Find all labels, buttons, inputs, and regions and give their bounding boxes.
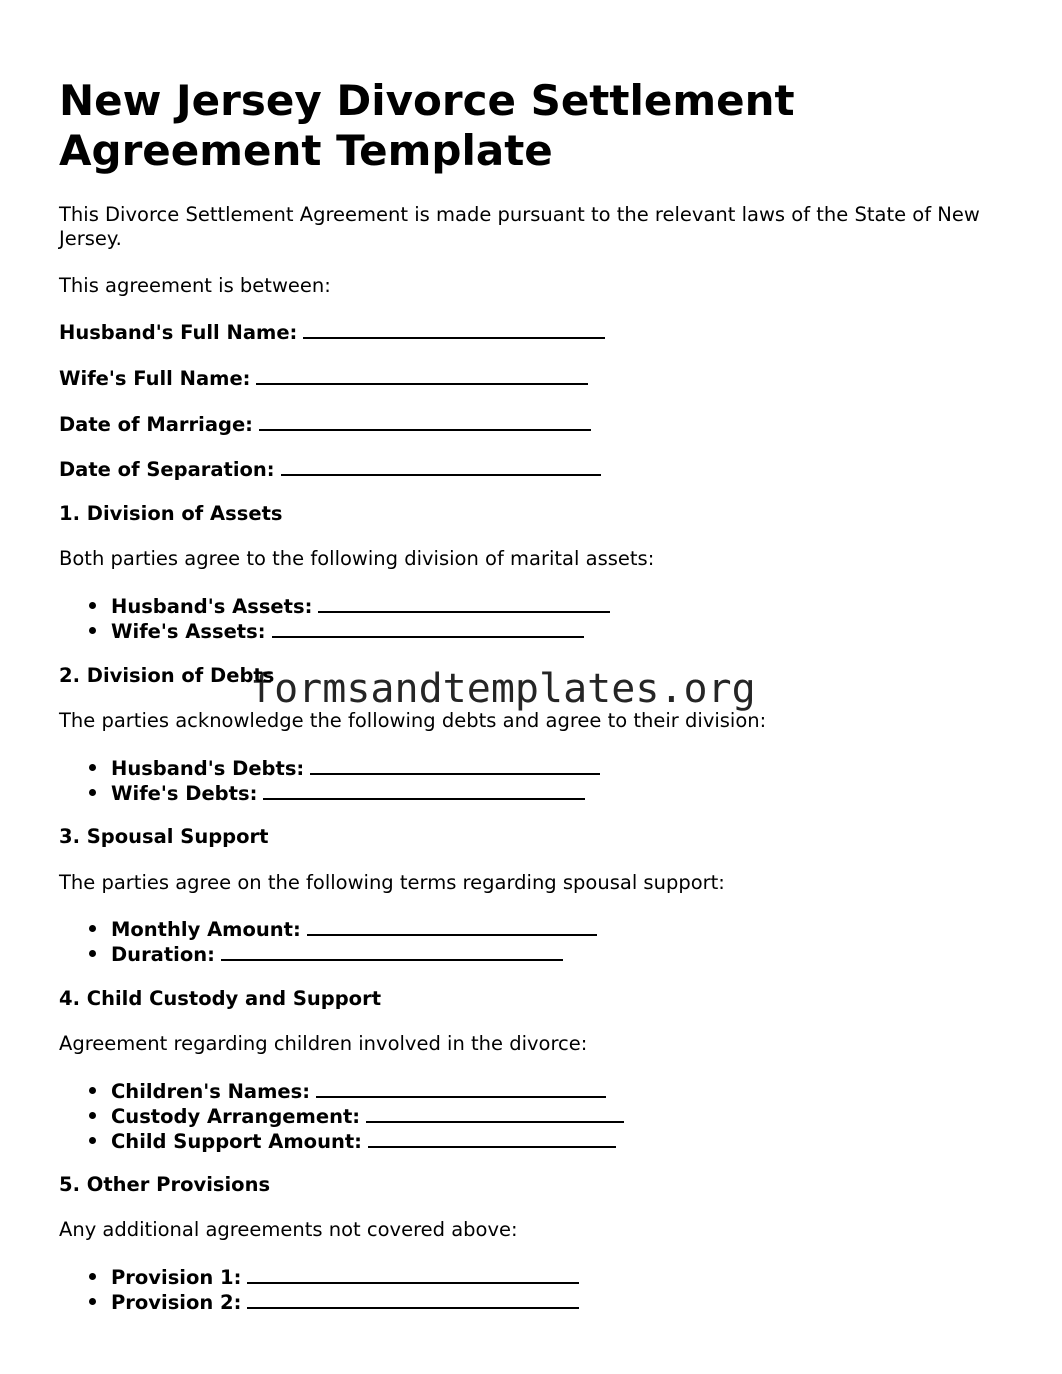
list-item <box>111 1264 579 1290</box>
list-item <box>111 1289 579 1315</box>
husband-debts-label: Husband's Debts: <box>111 757 305 780</box>
list-item <box>111 941 563 967</box>
section-text-other: Any additional agreements not covered above: <box>59 1218 518 1241</box>
custody-arrangement-label: Custody Arrangement: <box>111 1105 361 1128</box>
date-of-marriage-field <box>59 411 1009 437</box>
wife-assets-label: Wife's Assets: <box>111 620 266 643</box>
section-text-support: The parties agree on the following terms regarding spousal support: <box>59 871 725 894</box>
provision-2-label: Provision 2: <box>111 1291 242 1314</box>
childrens-names-blank <box>316 1078 606 1098</box>
wife-debts-label: Wife's Debts: <box>111 782 258 805</box>
list-item <box>111 755 600 781</box>
provision-1-label: Provision 1: <box>111 1266 242 1289</box>
husband-name-label: Husband's Full Name: <box>59 321 298 344</box>
wife-name-blank <box>256 365 588 385</box>
section-heading-other: 5. Other Provisions <box>59 1173 271 1196</box>
document-title: New Jersey Divorce Settlement Agreement Template <box>59 76 795 175</box>
husband-name-blank <box>303 319 605 339</box>
section-heading-custody: 4. Child Custody and Support <box>59 987 382 1010</box>
between-paragraph: This agreement is between: <box>59 274 331 297</box>
section-heading-support: 3. Spousal Support <box>59 825 269 848</box>
list-item <box>111 916 597 942</box>
intro-paragraph: This Divorce Settlement Agreement is made pursuant to the relevant laws of the State of New Jersey. <box>59 203 980 250</box>
wife-name-label: Wife's Full Name: <box>59 367 251 390</box>
childrens-names-label: Children's Names: <box>111 1080 311 1103</box>
date-of-separation-blank <box>281 456 601 476</box>
wife-name-field <box>59 365 1009 391</box>
list-item <box>111 1078 606 1104</box>
provision-2-blank <box>247 1289 579 1309</box>
list-item <box>111 780 585 806</box>
list-item <box>111 1103 624 1129</box>
wife-debts-blank <box>263 780 585 800</box>
date-of-separation-label: Date of Separation: <box>59 458 275 481</box>
list-item <box>111 1128 616 1154</box>
wife-assets-blank <box>272 618 584 638</box>
child-support-amount-blank <box>368 1128 616 1148</box>
date-of-marriage-blank <box>259 411 591 431</box>
husband-debts-blank <box>310 755 600 775</box>
list-item <box>111 618 584 644</box>
date-of-separation-field <box>59 456 1009 482</box>
watermark: formsandtemplates.org <box>250 666 756 712</box>
monthly-amount-label: Monthly Amount: <box>111 918 301 941</box>
section-text-assets: Both parties agree to the following division of marital assets: <box>59 547 655 570</box>
child-support-amount-label: Child Support Amount: <box>111 1130 362 1153</box>
section-text-custody: Agreement regarding children involved in the divorce: <box>59 1032 588 1055</box>
husband-assets-blank <box>318 593 610 613</box>
section-text-debts: The parties acknowledge the following debts and agree to their division: <box>59 709 767 732</box>
husband-name-field <box>59 319 1009 345</box>
provision-1-blank <box>247 1264 579 1284</box>
custody-arrangement-blank <box>366 1103 624 1123</box>
section-heading-debts: 2. Division of Debts <box>59 664 275 687</box>
duration-blank <box>221 941 563 961</box>
list-item <box>111 593 610 619</box>
date-of-marriage-label: Date of Marriage: <box>59 413 253 436</box>
monthly-amount-blank <box>307 916 597 936</box>
section-heading-assets: 1. Division of Assets <box>59 502 283 525</box>
duration-label: Duration: <box>111 943 215 966</box>
husband-assets-label: Husband's Assets: <box>111 595 313 618</box>
